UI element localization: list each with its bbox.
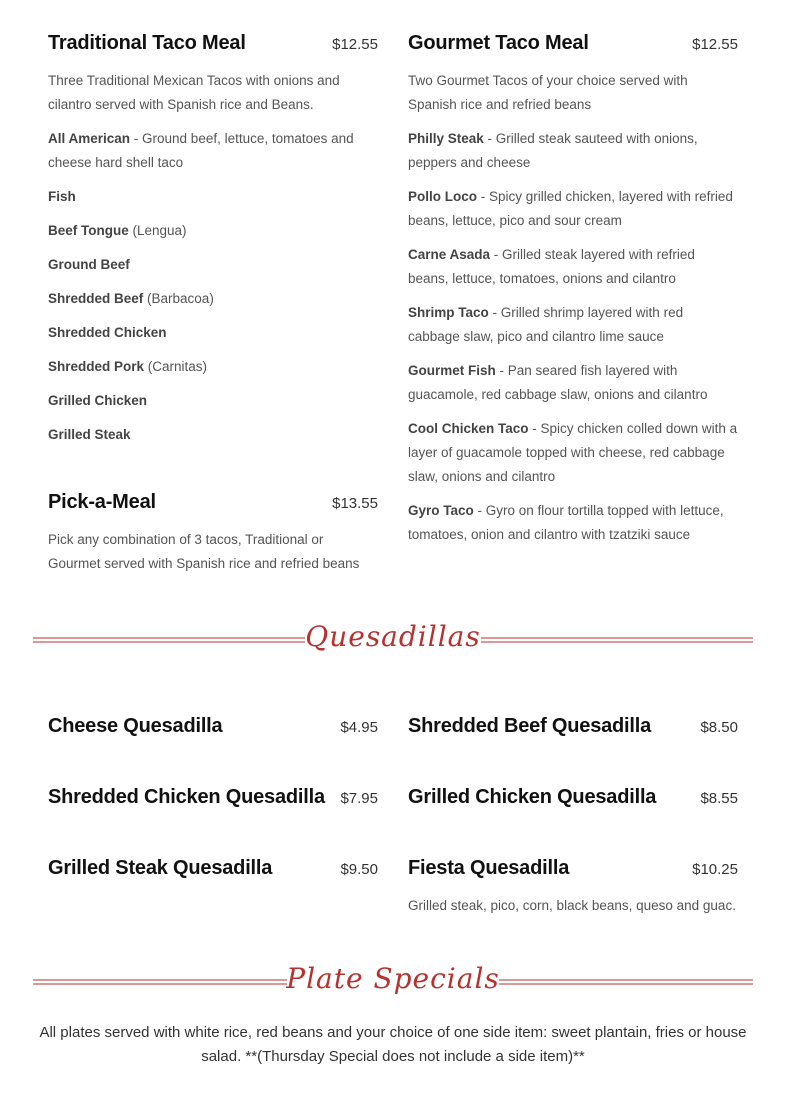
item-title: Pick-a-Meal <box>48 491 156 513</box>
section-heading-plate-specials: Plate Specials <box>286 962 500 995</box>
taco-option <box>48 219 378 243</box>
option-detail: (Barbacoa) <box>143 291 214 306</box>
taco-option <box>408 127 738 175</box>
option-detail: - Grilled shrimp layered with red cabbage slaw, pico and cilantro lime sauce <box>408 305 684 344</box>
option-name: Shredded Chicken <box>48 325 167 340</box>
pick-a-meal-section <box>48 491 378 576</box>
item-title: Shredded Chicken Quesadilla <box>48 786 325 808</box>
quesadilla-item <box>48 857 378 880</box>
option-name: Pollo Loco <box>408 189 477 204</box>
gourmet-options-list <box>408 127 738 547</box>
item-price: $7.95 <box>340 790 378 807</box>
divider-rule-left <box>33 638 305 643</box>
item-price: $9.50 <box>340 861 378 878</box>
divider-rule-left <box>33 980 287 985</box>
item-price: $12.55 <box>692 36 738 53</box>
option-detail: - Pan seared fish layered with guacamole, red cabbage slaw, onions and cilantro <box>408 363 708 402</box>
item-title: Cheese Quesadilla <box>48 715 223 737</box>
item-price: $8.55 <box>700 790 738 807</box>
option-name: Ground Beef <box>48 257 130 272</box>
taco-option <box>48 423 378 447</box>
section-heading-quesadillas: Quesadillas <box>305 620 481 653</box>
quesadilla-header <box>408 786 738 809</box>
traditional-options-list <box>48 127 378 447</box>
traditional-taco-section <box>48 32 378 447</box>
option-name: Grilled Chicken <box>48 393 148 408</box>
item-description: Two Gourmet Tacos of your choice served with Spanish rice and refried beans <box>408 73 688 112</box>
taco-option <box>408 243 738 291</box>
quesadilla-item <box>408 715 738 738</box>
item-price: $4.95 <box>340 719 378 736</box>
taco-option <box>48 127 378 175</box>
item-price: $8.50 <box>700 719 738 736</box>
taco-option <box>48 185 378 209</box>
taco-option <box>408 417 738 489</box>
option-detail: - Grilled steak layered with refried beans, lettuce, tomatoes, onions and cilantro <box>408 247 695 286</box>
taco-option <box>408 499 738 547</box>
option-name: Beef Tongue <box>48 223 129 238</box>
option-detail: - Grilled steak sauteed with onions, peppers and cheese <box>408 131 698 170</box>
item-title: Grilled Steak Quesadilla <box>48 857 273 879</box>
item-price: $12.55 <box>332 36 378 53</box>
item-description: Pick any combination of 3 tacos, Traditional or Gourmet served with Spanish rice and refried beans <box>48 532 360 571</box>
option-name: Grilled Steak <box>48 427 131 442</box>
option-name: All American <box>48 131 131 146</box>
option-name: Shredded Beef <box>48 291 144 306</box>
plate-specials-notice: All plates served with white rice, red beans and your choice of one side item: sweet plantain, fries or house salad. **(Thursday Special does not include a side item)** <box>39 1024 747 1065</box>
taco-option <box>48 355 378 379</box>
option-name: Carne Asada <box>408 247 491 262</box>
item-price: $13.55 <box>332 495 378 512</box>
quesadilla-header <box>48 857 378 880</box>
taco-option <box>48 253 378 277</box>
option-name: Cool Chicken Taco <box>408 421 529 436</box>
quesadilla-header <box>408 857 738 880</box>
pick-a-meal-header <box>48 491 378 514</box>
taco-option <box>48 321 378 345</box>
item-price: $10.25 <box>692 861 738 878</box>
option-name: Gyro Taco <box>408 503 474 518</box>
taco-option <box>48 389 378 413</box>
item-title: Fiesta Quesadilla <box>408 857 570 879</box>
item-description: Three Traditional Mexican Tacos with onions and cilantro served with Spanish rice and Beans. <box>48 73 340 112</box>
option-detail: - Gyro on flour tortilla topped with lettuce, tomatoes, onion and cilantro with tzatziki sauce <box>408 503 724 542</box>
gourmet-taco-header <box>408 32 738 55</box>
quesadillas-divider <box>33 620 753 660</box>
traditional-taco-header <box>48 32 378 55</box>
option-detail: - Spicy grilled chicken, layered with refried beans, lettuce, pico and sour cream <box>408 189 733 228</box>
quesadilla-item <box>48 786 378 809</box>
option-detail: (Carnitas) <box>144 359 208 374</box>
taco-option <box>408 301 738 349</box>
quesadilla-header <box>48 715 378 738</box>
item-title: Traditional Taco Meal <box>48 32 246 54</box>
option-detail: - Spicy chicken colled down with a layer of guacamole topped with cheese, red cabbage slaw, onions and cilantro <box>408 421 738 484</box>
item-description: Grilled steak, pico, corn, black beans, queso and guac. <box>408 898 736 913</box>
quesadilla-header <box>408 715 738 738</box>
option-name: Gourmet Fish <box>408 363 496 378</box>
gourmet-taco-section <box>408 32 738 547</box>
item-title: Shredded Beef Quesadilla <box>408 715 652 737</box>
option-name: Shrimp Taco <box>408 305 489 320</box>
taco-option <box>48 287 378 311</box>
option-name: Shredded Pork <box>48 359 145 374</box>
plate-specials-divider <box>33 962 753 1002</box>
quesadilla-item <box>408 786 738 809</box>
option-detail: - Ground beef, lettuce, tomatoes and cheese hard shell taco <box>48 131 354 170</box>
option-name: Fish <box>48 189 76 204</box>
divider-rule-right <box>499 980 753 985</box>
option-name: Philly Steak <box>408 131 484 146</box>
item-title: Gourmet Taco Meal <box>408 32 589 54</box>
item-title: Grilled Chicken Quesadilla <box>408 786 657 808</box>
quesadilla-item <box>48 715 378 738</box>
divider-rule-right <box>481 638 753 643</box>
option-detail: (Lengua) <box>128 223 187 238</box>
taco-option <box>408 185 738 233</box>
taco-option <box>408 359 738 407</box>
quesadilla-item <box>408 857 738 918</box>
quesadilla-header <box>48 786 378 809</box>
